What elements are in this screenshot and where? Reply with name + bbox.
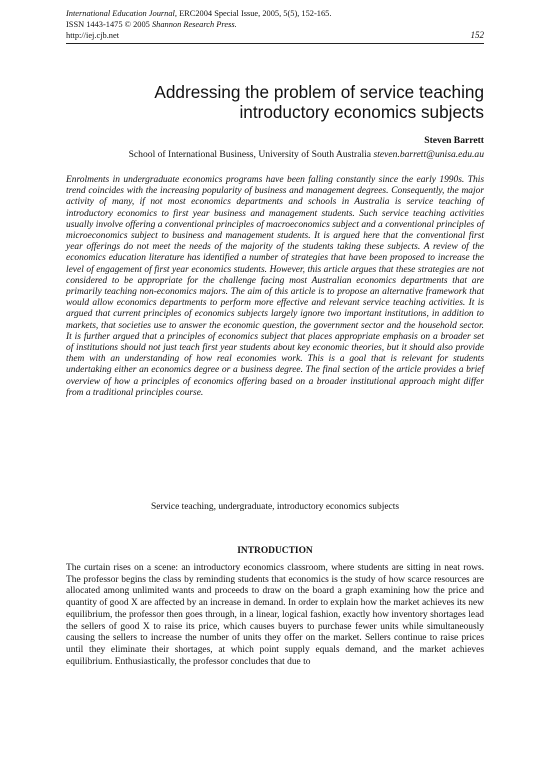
- issn-text: ISSN 1443-1475 © 2005: [66, 20, 152, 29]
- citation-details: , ERC2004 Special Issue, 2005, 5(5), 152-165.: [174, 9, 332, 18]
- publisher-name: Shannon Research Press.: [151, 20, 237, 29]
- abstract: Enrolments in undergraduate economics programs have been falling constantly since the early 1990s. This trend coincides with the increasing popularity of business and management degrees. Consequently, the major activity of many, if not most economics departments and schools in Australia is service teaching of introductory economics to first year business and management students. Such service teaching activities usually involve offering a conventional principles of macroeconomics subject and a conventional principles of microeconomics subject to business and management students. It is argued here that the conventional first year offerings do not meet the needs of the majority of the students taking these subjects. A review of the economics education literature has identified a number of strategies that have been proposed to increase the level of engagement of first year economics students. However, this article argues that these strategies are not considered to be appropriate for the challenge facing most Australian economics departments that are primarily teaching non-economics majors. The aim of this article is to propose an alternative framework that would allow economics departments to perform more effective and relevant service teaching activities. It is argued that current principles of economics subjects largely ignore two important institutions, in addition to markets, that societies use to answer the economic question, the government sector and the household sector. It is further argued that a principles of economics subject that places appropriate emphasis on a broader set of institutions should not just teach first year students about key economic theories, but it should also provide them with an understanding of how real economies work. This is a goal that is relevant for students undertaking either an economics degree or a business degree. The final section of the article provides a brief overview of how a principles of economics offering based on a broader institutional approach might differ from a traditional principles course.: [66, 175, 484, 398]
- author-email[interactable]: steven.barrett@unisa.edu.au: [373, 149, 484, 160]
- page-number: 152: [470, 30, 484, 40]
- introduction-paragraph: The curtain rises on a scene: an introductory economics classroom, where students are sitting in neat rows. The professor begins the class by reminding students that economics is the study of how scarce resources are allocated among unlimited wants and proceeds to draw on the board a graph examining how the price and quantity of good X are affected by an increase in demand. In order to explain how the market achieves its new equilibrium, the professor then goes through, in a linear, logical fashion, exactly how inventory shortages lead the sellers of good X to raise its price, which causes buyers to purchase fewer units while simultaneously causing the sellers to increase the number of units they offer on the market. Sellers continue to raise prices until they eliminate their shortages, at which point supply equals demand, and the market achieves equilibrium. Enthusiastically, the professor concludes that due to: [66, 563, 484, 667]
- affiliation-text: School of International Business, University of South Australia: [128, 149, 374, 160]
- section-heading: INTRODUCTION: [237, 546, 313, 556]
- keywords: Service teaching, undergraduate, introductory economics subjects: [150, 502, 399, 512]
- journal-url[interactable]: http://iej.cjb.net: [66, 31, 120, 40]
- journal-name: International Education Journal: [66, 9, 175, 18]
- journal-citation: [66, 8, 331, 19]
- header-divider: [66, 43, 484, 44]
- author-name: Steven Barrett: [424, 135, 484, 146]
- article-title: Addressing the problem of service teaching introductory economics subjects: [154, 82, 484, 122]
- author-affiliation: [66, 149, 484, 160]
- issn-line: [66, 19, 237, 30]
